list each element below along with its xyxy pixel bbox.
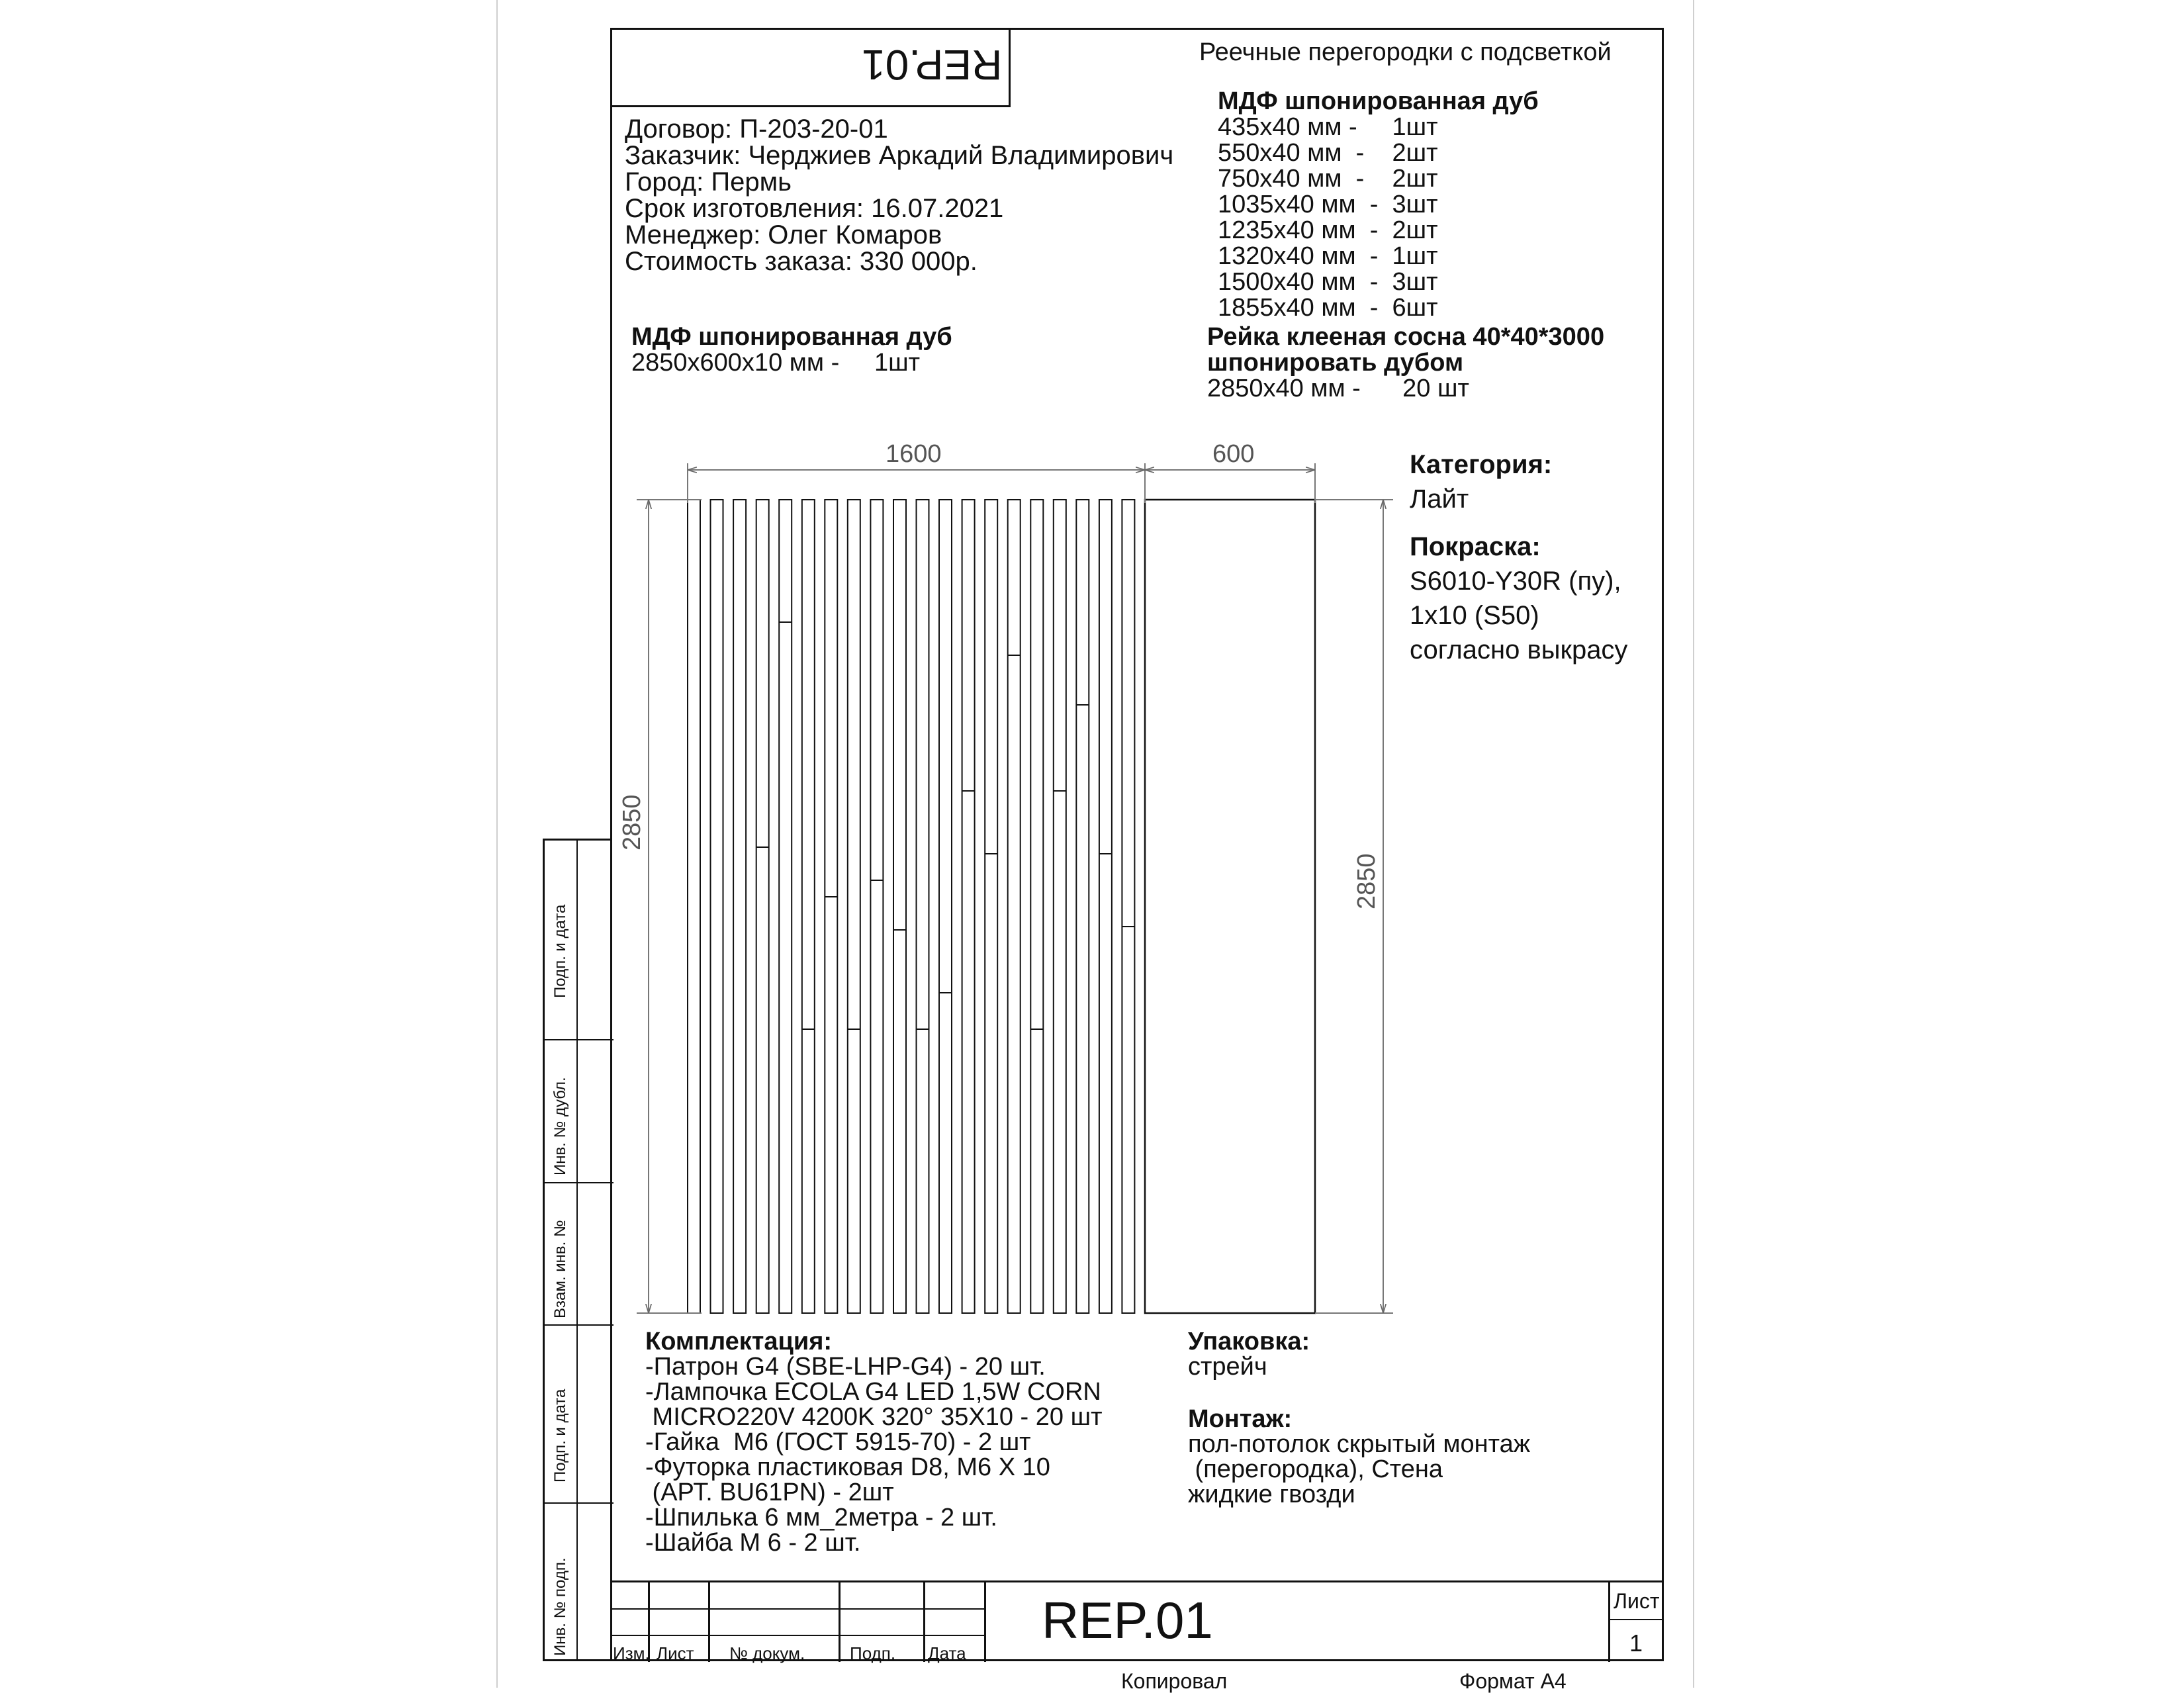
deadline: Срок изготовления: 16.07.2021 [625, 194, 1004, 223]
mdf-slat-item: 1320x40 мм - 1шт [1218, 242, 1438, 270]
dim-height-left: 2850 [618, 794, 646, 850]
col-rev: Изм. [613, 1643, 650, 1663]
mdf-panel-spec [631, 324, 952, 376]
paint-line: согласно выкрасу [1410, 635, 1628, 664]
paint-line: 1x10 (S50) [1410, 601, 1539, 630]
customer-name: Заказчик: Черджиев Аркадий Владимирович [625, 141, 1174, 170]
rail-item: 2850x40 мм - 20 шт [1207, 375, 1469, 402]
side-label-sign-date-2: Подп. и дата [551, 1389, 569, 1483]
kit-line: (АРТ. BU61PN) - 2шт [645, 1479, 894, 1506]
kit-line: -Лампочка ECOLA G4 LED 1,5W CORN [645, 1378, 1101, 1406]
packing-value: стрейч [1188, 1353, 1267, 1381]
mdf-slat-item: 1855x40 мм - 6шт [1218, 294, 1438, 322]
category-block [1410, 447, 1552, 516]
mdf-slat-item: 1500x40 мм - 3шт [1218, 268, 1438, 296]
category-label: Категория: [1410, 450, 1553, 479]
kit-line: -Шпилька 6 мм_2метра - 2 шт. [645, 1504, 997, 1532]
mounting-line: (перегородка), Стена [1188, 1455, 1443, 1483]
side-label-repl-inv: Взам. инв. № [551, 1220, 569, 1318]
paint-block [1410, 529, 1627, 667]
footer-format: Формат А4 [1459, 1669, 1567, 1693]
sheet-number: 1 [1629, 1629, 1643, 1657]
footer-copied: Копировал [1121, 1669, 1228, 1693]
order-cost: Стоимость заказа: 330 000р. [625, 247, 978, 276]
dim-width-panel: 600 [1212, 440, 1255, 468]
dim-height-right: 2850 [1353, 853, 1381, 909]
kit-line: -Гайка М6 (ГОСТ 5915-70) - 2 шт [645, 1428, 1031, 1456]
kit-line: -Шайба М 6 - 2 шт. [645, 1529, 861, 1557]
manager: Менеджер: Олег Комаров [625, 220, 942, 250]
city: Город: Пермь [625, 167, 792, 197]
col-signature: Подп. [850, 1643, 896, 1663]
sheet-label: Лист [1614, 1589, 1660, 1613]
mounting-label: Монтаж: [1188, 1405, 1293, 1433]
mirrored-code: REP.01 [862, 41, 1003, 89]
kit-line: MICRO220V 4200K 320° 35X10 - 20 шт [645, 1403, 1103, 1431]
mdf-slat-item: 1235x40 мм - 2шт [1218, 216, 1438, 244]
col-date: Дата [928, 1643, 966, 1663]
mounting-line: жидкие гвозди [1188, 1481, 1355, 1508]
drawing-code: REP.01 [1042, 1591, 1213, 1649]
rail-heading-2: шпонировать дубом [1207, 349, 1464, 377]
side-stamp [543, 839, 612, 1661]
rail-spec [1207, 324, 1604, 402]
order-info [625, 116, 1173, 275]
dim-width-slats: 1600 [886, 440, 942, 468]
mdf-slat-item: 435x40 мм - 1шт [1218, 113, 1438, 141]
mdf-slat-item: 1035x40 мм - 3шт [1218, 191, 1438, 218]
side-label-sign-date-1: Подп. и дата [551, 904, 569, 998]
packing-label: Упаковка: [1188, 1328, 1310, 1355]
mdf-panel-item: 2850x600x10 мм - 1шт [631, 349, 921, 377]
kit-line: -Футорка пластиковая D8, M6 X 10 [645, 1453, 1050, 1481]
contract-number: Договор: П-203-20-01 [625, 114, 888, 144]
rail-heading-1: Рейка клееная сосна 40*40*3000 [1207, 323, 1605, 351]
col-doc-number: № докум. [729, 1643, 805, 1663]
packing-block [1188, 1329, 1310, 1379]
mdf-slat-list [1218, 89, 1539, 321]
col-sheet: Лист [657, 1643, 694, 1663]
mirrored-code-box [610, 28, 1011, 107]
side-label-orig-inv: Инв. № подп. [551, 1557, 569, 1656]
mdf-slat-item: 550x40 мм - 2шт [1218, 139, 1438, 167]
mdf-panel-heading: МДФ шпонированная дуб [631, 323, 952, 351]
kit-line: -Патрон G4 (SBE-LHP-G4) - 20 шт. [645, 1353, 1046, 1381]
kit-label: Комплектация: [645, 1328, 833, 1355]
paint-label: Покраска: [1410, 532, 1541, 561]
category-value: Лайт [1410, 484, 1469, 514]
mdf-slat-heading: МДФ шпонированная дуб [1218, 87, 1539, 115]
paint-line: S6010-Y30R (пу), [1410, 567, 1621, 596]
mounting-line: пол-потолок скрытый монтаж [1188, 1430, 1531, 1458]
title-block [610, 1580, 1664, 1661]
mounting-block [1188, 1406, 1530, 1507]
kit-block [645, 1329, 1102, 1555]
mdf-slat-item: 750x40 мм - 2шт [1218, 165, 1438, 193]
drawing-title: Реечные перегородки с подсветкой [1199, 38, 1612, 66]
side-label-dup-inv: Инв. № дубл. [551, 1077, 569, 1175]
